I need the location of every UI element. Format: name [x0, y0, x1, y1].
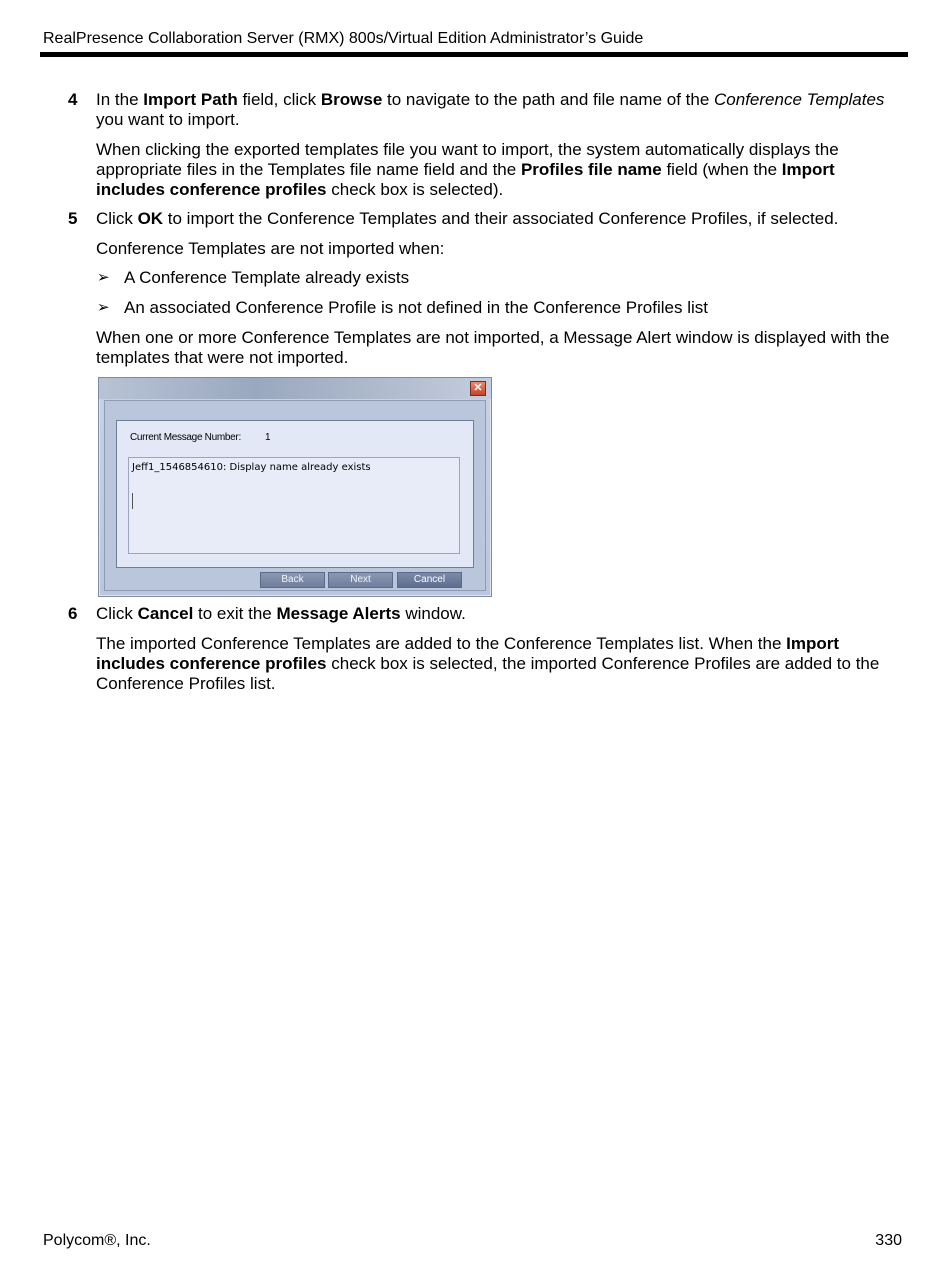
- header-title: RealPresence Collaboration Server (RMX) 800s/Virtual Edition Administrator’s Guide: [43, 30, 644, 47]
- message-alert-dialog: [98, 377, 492, 597]
- text-run: field, click: [237, 90, 321, 109]
- step-number-6: 6: [68, 604, 78, 623]
- message-text: Jeff1_1546854610: Display name already exists: [132, 462, 371, 473]
- text-run: In the: [96, 90, 144, 109]
- step-5-intro: Conference Templates are not imported when:: [96, 239, 445, 258]
- text-caret: [132, 493, 133, 509]
- page-number: 330: [875, 1232, 902, 1249]
- message-textbox[interactable]: [128, 457, 460, 554]
- message-panel: [116, 420, 474, 568]
- ok-term: OK: [137, 209, 164, 228]
- message-number-label: Current Message Number:: [130, 432, 241, 443]
- footer-company: Polycom®, Inc.: [43, 1232, 151, 1249]
- bullet-item: An associated Conference Profile is not defined in the Conference Profiles list: [124, 298, 708, 317]
- step-6-text: [96, 604, 908, 624]
- text-run: window.: [400, 604, 466, 623]
- text-run: check box is selected).: [326, 180, 504, 199]
- step-4-note: [96, 140, 908, 200]
- text-run: When clicking the exported templates file you want to import, the system automatically displays the appropriate files in the Templates file name field and the: [96, 140, 839, 179]
- message-alerts-term: Message Alerts: [276, 604, 401, 623]
- text-run: to import the Conference Templates and their associated Conference Profiles, if selected.: [163, 209, 839, 228]
- cancel-term: Cancel: [137, 604, 194, 623]
- next-button[interactable]: Next: [328, 572, 393, 588]
- back-button[interactable]: Back: [260, 572, 325, 588]
- text-run: Click: [96, 209, 138, 228]
- text-run: Click: [96, 604, 138, 623]
- bullet-arrow-icon: ➢: [97, 269, 110, 286]
- step-5-text: [96, 209, 908, 229]
- cancel-button[interactable]: Cancel: [397, 572, 462, 588]
- import-includes-profiles-term: Import includes conference profiles: [96, 634, 840, 673]
- text-run: to navigate to the path and file name of the: [382, 90, 715, 109]
- import-includes-profiles-term: Import includes conference profiles: [96, 160, 835, 199]
- browse-term: Browse: [320, 90, 383, 109]
- text-run: check box is selected, the imported Conference Profiles are added to the Conference Profiles list.: [96, 654, 880, 693]
- bullet-arrow-icon: ➢: [97, 299, 110, 316]
- step-number-4: 4: [68, 90, 78, 109]
- text-run: to exit the: [193, 604, 277, 623]
- text-run: you want to import.: [96, 110, 240, 129]
- dialog-body: [104, 400, 486, 591]
- text-run: The imported Conference Templates are added to the Conference Templates list. When the: [96, 634, 787, 653]
- header-rule: [40, 52, 908, 57]
- profiles-file-name-term: Profiles file name: [520, 160, 662, 179]
- step-number-5: 5: [68, 209, 78, 228]
- dialog-titlebar: [99, 378, 491, 399]
- import-path-term: Import Path: [143, 90, 238, 109]
- conference-templates-term: Conference Templates: [714, 90, 885, 109]
- text-run: field (when the: [661, 160, 782, 179]
- step-6-after: [96, 634, 908, 694]
- close-icon[interactable]: ✕: [470, 381, 486, 396]
- message-number-value: 1: [265, 432, 271, 443]
- bullet-item: A Conference Template already exists: [124, 268, 410, 287]
- step-5-after: When one or more Conference Templates are not imported, a Message Alert window is displayed with the templates that were not imported.: [96, 328, 890, 367]
- step-4-text: [96, 90, 908, 130]
